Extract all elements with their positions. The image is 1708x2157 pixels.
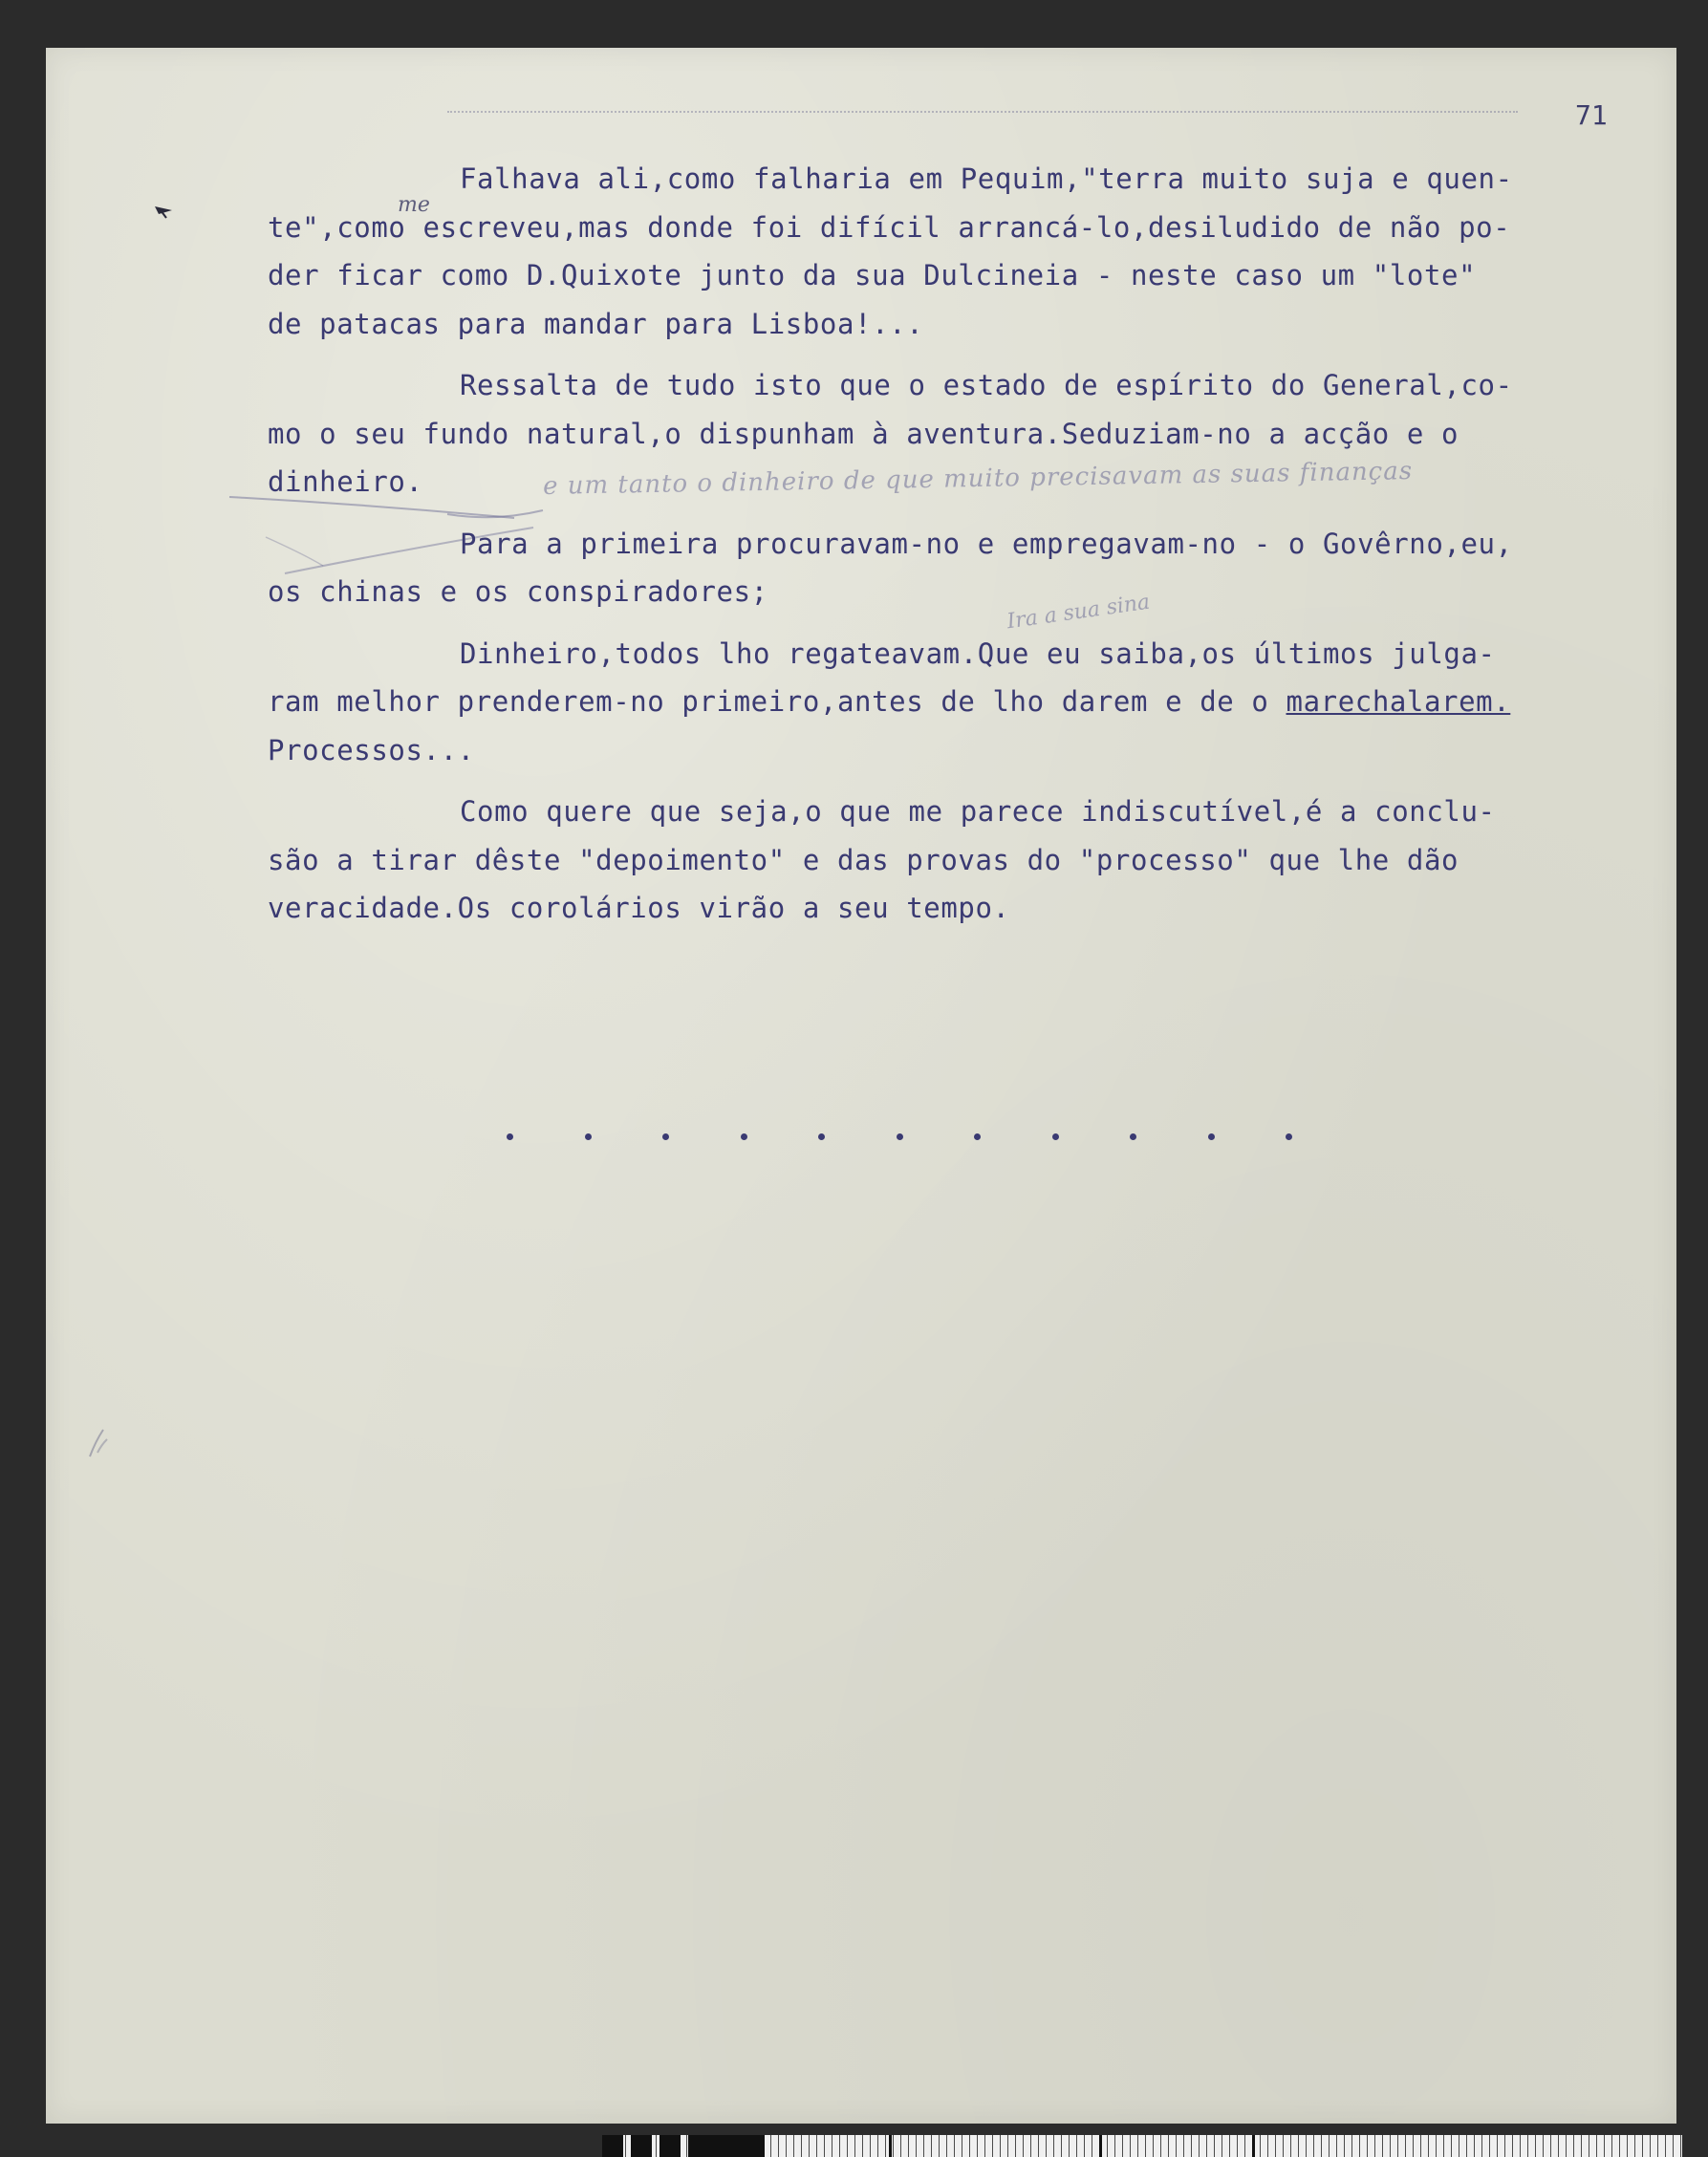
- ruler-block: [688, 2135, 765, 2157]
- separator-dot: [818, 1133, 825, 1140]
- separator-dot: [1208, 1133, 1215, 1140]
- text-line: te",como escreveu,mas donde foi difícil arrancá-lo,desiludido de não po-: [268, 210, 1511, 244]
- text-line: de patacas para mandar para Lisboa!...: [268, 307, 924, 340]
- text-line: são a tirar dêste "depoimento" e das provas do "processo" que lhe dão: [268, 843, 1459, 876]
- text-line: [268, 678, 1673, 726]
- text-line: mo o seu fundo natural,o dispunham à aventura.Seduziam-no a acção e o: [268, 417, 1459, 450]
- underlined-word: marechalarem.: [1286, 685, 1511, 718]
- scan-ruler-strip: [602, 2135, 1682, 2157]
- margin-pencil-tick: [84, 1424, 113, 1462]
- separator-dot: [741, 1133, 747, 1140]
- text-line: Falhava ali,como falharia em Pequim,"terra muito suja e quen-: [460, 162, 1513, 195]
- text-line: os chinas e os conspiradores;: [268, 575, 768, 608]
- paragraph: [268, 361, 1673, 507]
- separator-dot: [1286, 1133, 1292, 1140]
- text-line: Para a primeira procuravam-no e empregavam-no - o Govêrno,eu,: [460, 527, 1513, 560]
- separator-dot: [1052, 1133, 1059, 1140]
- separator-dot: [662, 1133, 669, 1140]
- text-line: der ficar como D.Quixote junto da sua Dulcineia - neste caso um "lote": [268, 259, 1477, 291]
- handwritten-margin-note: e um tanto o dinheiro de que muito precisavam as suas finanças: [542, 457, 1414, 501]
- handwritten-above-line-note: Ira a sua sina: [1005, 590, 1152, 635]
- separator-dot: [897, 1133, 903, 1140]
- text-line: Ressalta de tudo isto que o estado de espírito do General,co-: [460, 369, 1513, 401]
- ruler-block: [602, 2135, 623, 2157]
- ruler-block: [889, 2135, 892, 2157]
- header-dotted-rule: [447, 111, 1518, 113]
- text-line-part: ram melhor prenderem-no primeiro,antes de lho darem e de o: [268, 685, 1286, 718]
- handwritten-insertion-me: me: [398, 193, 430, 217]
- document-page: [46, 48, 1676, 2124]
- ruler-block: [659, 2135, 681, 2157]
- paragraph: [268, 630, 1673, 775]
- ruler-block: [631, 2135, 652, 2157]
- separator-dot: [507, 1133, 513, 1140]
- closing-dots-separator: [507, 1124, 1367, 1153]
- page-number: 71: [1575, 99, 1608, 131]
- text-line: Processos...: [268, 733, 475, 766]
- separator-dot: [1130, 1133, 1136, 1140]
- paragraph: [268, 155, 1673, 348]
- typed-text-body: [268, 155, 1673, 933]
- separator-dot: [974, 1133, 981, 1140]
- text-line: dinheiro.: [268, 465, 423, 498]
- text-line: Como quere que seja,o que me parece indiscutível,é a conclu-: [460, 795, 1496, 828]
- ruler-block: [1099, 2135, 1102, 2157]
- margin-arrow-mark: [153, 201, 182, 222]
- ruler-block: [1252, 2135, 1255, 2157]
- separator-dot: [585, 1133, 592, 1140]
- paragraph: [268, 520, 1673, 616]
- paragraph: [268, 787, 1673, 933]
- text-line: Dinheiro,todos lho regateavam.Que eu saiba,os últimos julga-: [460, 636, 1496, 670]
- text-line: veracidade.Os corolários virão a seu tempo.: [268, 892, 1010, 924]
